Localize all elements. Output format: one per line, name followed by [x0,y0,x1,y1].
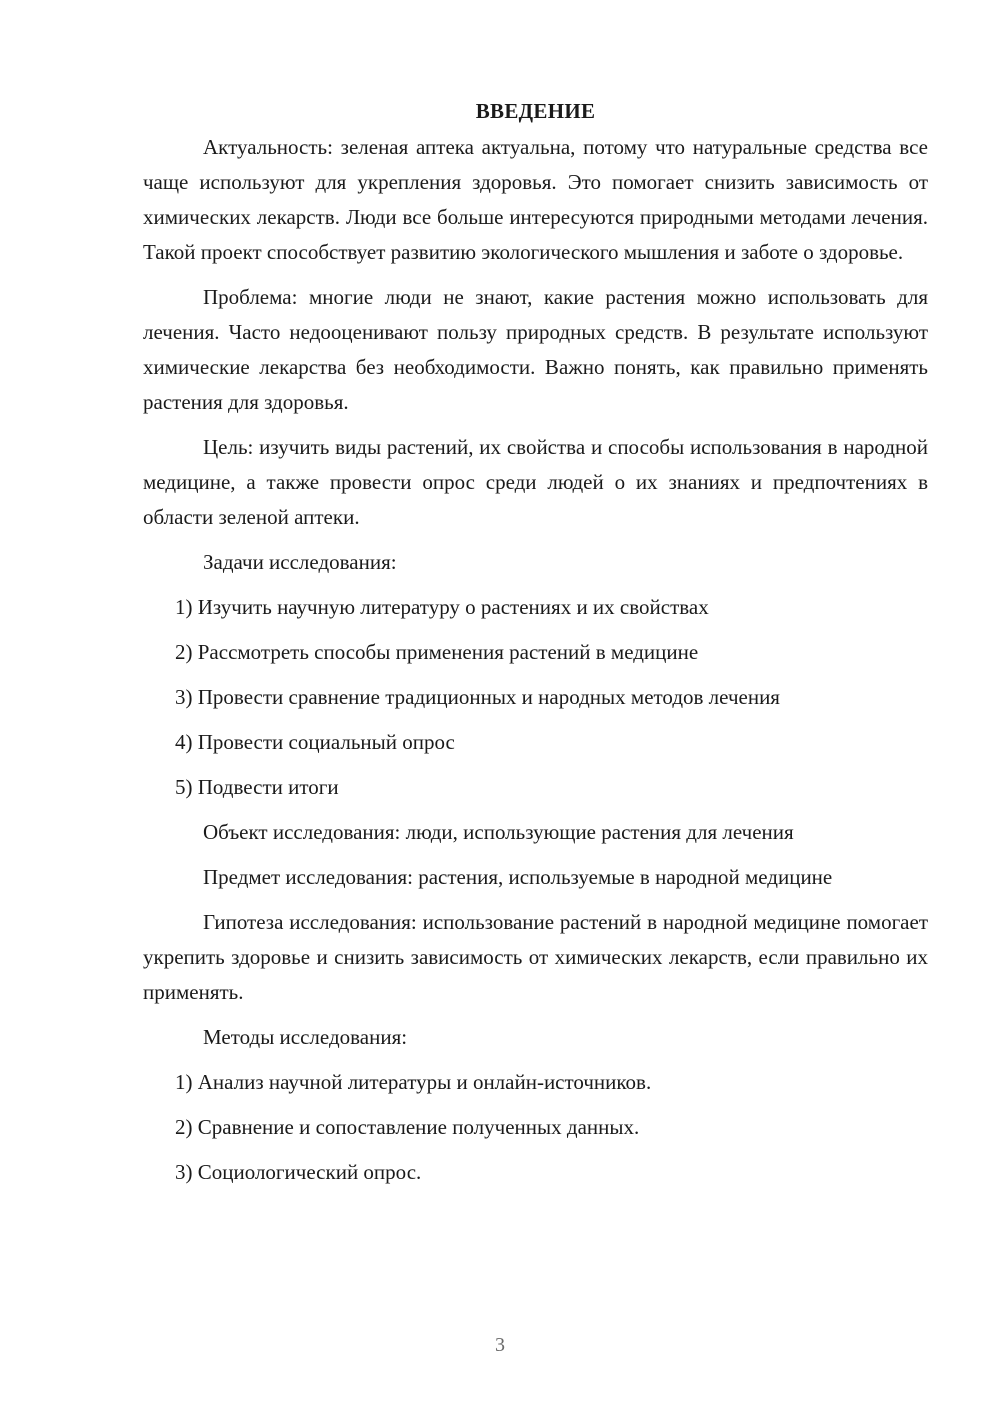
section-title: ВВЕДЕНИЕ [475,99,596,123]
method-item: 3) Социологический опрос. [175,1160,422,1184]
tasks-label: Задачи исследования: [203,550,397,574]
method-item: 2) Сравнение и сопоставление полученных данных. [175,1115,640,1139]
document-body [143,96,928,1200]
task-item: 5) Подвести итоги [175,775,339,799]
page-number: 3 [495,1334,505,1356]
task-item: 2) Рассмотреть способы применения растений в медицине [175,640,699,664]
relevance-paragraph: Актуальность: зеленая аптека актуальна, потому что натуральные средства все чаще используют для укрепления здоровья. Это помогает снизить зависимость от химических лекарств. Люди все больше интересуются природными методами лечения. Такой проект способствует развитию экологического мышления и заботе о здоровье. [143,135,928,264]
problem-paragraph: Проблема: многие люди не знают, какие растения можно использовать для лечения. Часто недооценивают пользу природных средств. В результате используют химические лекарства без необходимости. Важно понять, как правильно применять растения для здоровья. [143,285,928,414]
subject-paragraph: Предмет исследования: растения, используемые в народной медицине [203,865,833,889]
task-item: 1) Изучить научную литературу о растениях и их свойствах [175,595,709,619]
task-item: 4) Провести социальный опрос [175,730,455,754]
object-paragraph: Объект исследования: люди, использующие растения для лечения [203,820,794,844]
hypothesis-paragraph: Гипотеза исследования: использование растений в народной медицине помогает укрепить здоровье и снизить зависимость от химических лекарств, если правильно их применять. [143,910,928,1004]
method-item: 1) Анализ научной литературы и онлайн-источников. [175,1070,652,1094]
goal-paragraph: Цель: изучить виды растений, их свойства и способы использования в народной медицине, а также провести опрос среди людей о их знаниях и предпочтениях в области зеленой аптеки. [143,435,928,529]
task-item: 3) Провести сравнение традиционных и народных методов лечения [175,685,780,709]
methods-label: Методы исследования: [203,1025,408,1049]
